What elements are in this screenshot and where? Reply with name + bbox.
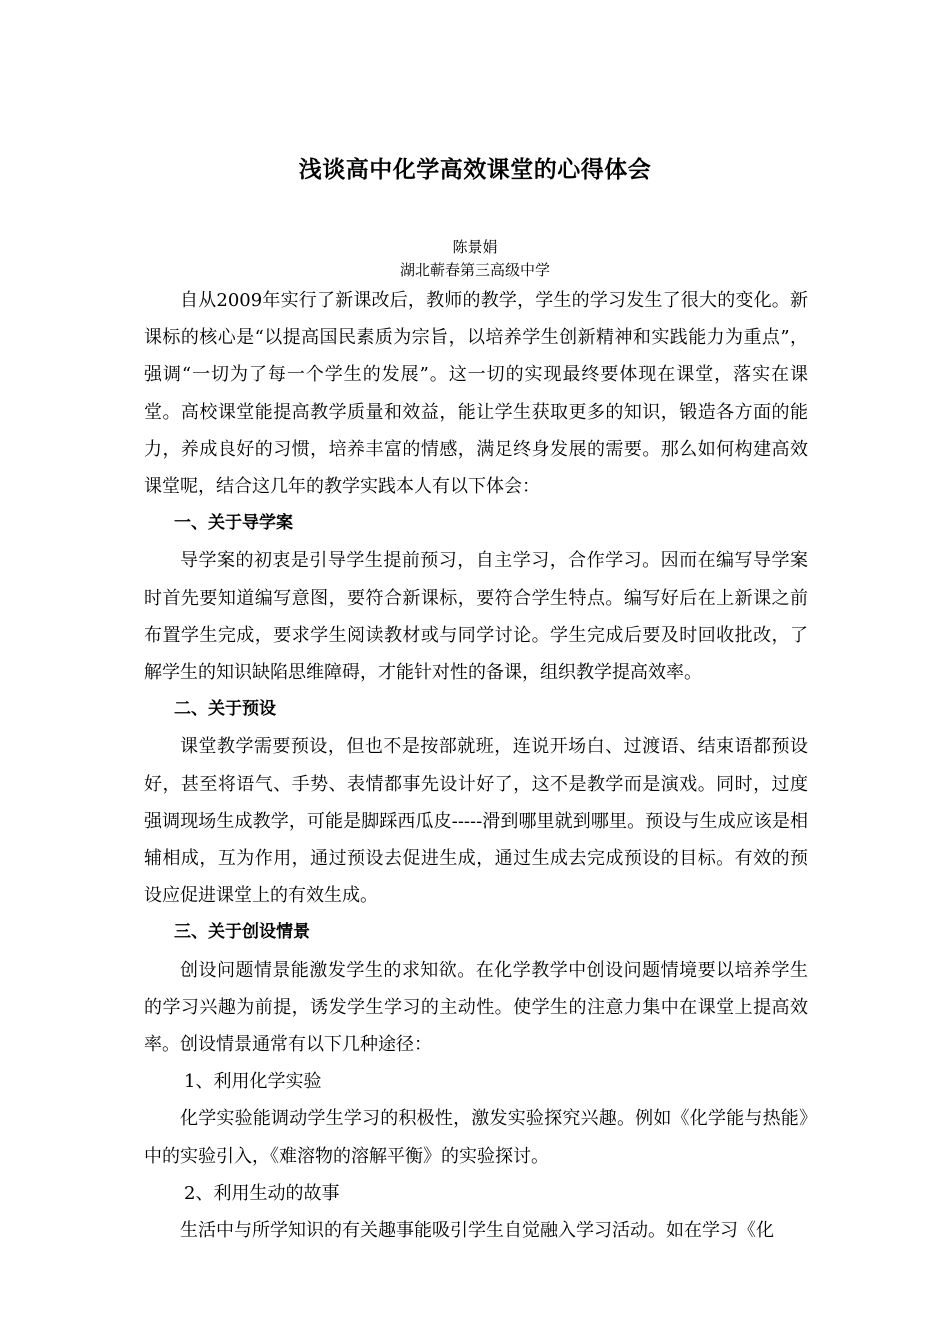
subsection-paragraph-story: 生活中与所学知识的有关趣事能吸引学生自觉融入学习活动。如在学习《化 — [180, 1220, 774, 1242]
subsection-paragraph-experiment: 化学实验能调动学生学习的积极性，激发实验探究兴趣。例如《化学能与热能》中的实验引入，《难溶物的溶解平衡》的实验探讨。 — [144, 1108, 808, 1167]
subsection-heading-experiment: 1、利用化学实验 — [184, 1071, 322, 1093]
subsection-heading-story: 2、利用生动的故事 — [184, 1182, 340, 1204]
author-name: 陈景娟 — [452, 238, 498, 256]
document-body — [144, 282, 808, 1249]
document-title: 浅谈高中化学高效课堂的心得体会 — [298, 157, 652, 183]
intro-paragraph: 自从2009年实行了新课改后，教师的教学，学生的学习发生了很大的变化。新课标的核心是“以提高国民素质为宗旨，以培养学生创新精神和实践能力为重点”，强调“一切为了每一个学生的发展”。这一切的实现最终要体现在课堂，落实在课堂。高校课堂能提高教学质量和效益，能让学生获取更多的知识，锻造各方面的能力，养成良好的习惯，培养丰富的情感，满足终身发展的需要。那么如何构建高效课堂呢，结合这几年的教学实践本人有以下体会： — [144, 290, 808, 498]
section-heading-guide: 一、关于导学案 — [174, 513, 293, 534]
author-school: 湖北蕲春第三高级中学 — [399, 261, 550, 279]
section-paragraph-scenario: 创设问题情景能激发学生的求知欲。在化学教学中创设问题情境要以培养学生的学习兴趣为前提，诱发学生学习的主动性。使学生的注意力集中在课堂上提高效率。创设情景通常有以下几种途径： — [144, 959, 808, 1056]
section-paragraph-preset: 课堂教学需要预设，但也不是按部就班，连说开场白、过渡语、结束语都预设好，甚至将语气、手势、表情都事先设计好了，这不是教学而是演戏。同时，过度强调现场生成教学，可能是脚踩西瓜皮-----滑到哪里就到哪里。预设与生成应该是相辅相成，互为作用，通过预设去促进生成，通过生成去完成预设的目标。有效的预设应促进课堂上的有效生成。 — [144, 736, 808, 907]
section-heading-scenario: 三、关于创设情景 — [174, 922, 310, 943]
section-paragraph-guide: 导学案的初衷是引导学生提前预习，自主学习，合作学习。因而在编写导学案时首先要知道编写意图，要符合新课标，要符合学生特点。编写好后在上新课之前布置学生完成，要求学生阅读教材或与同学讨论。学生完成后要及时回收批改，了解学生的知识缺陷思维障碍，才能针对性的备课，组织教学提高效率。 — [144, 550, 808, 684]
section-heading-preset: 二、关于预设 — [174, 699, 276, 720]
